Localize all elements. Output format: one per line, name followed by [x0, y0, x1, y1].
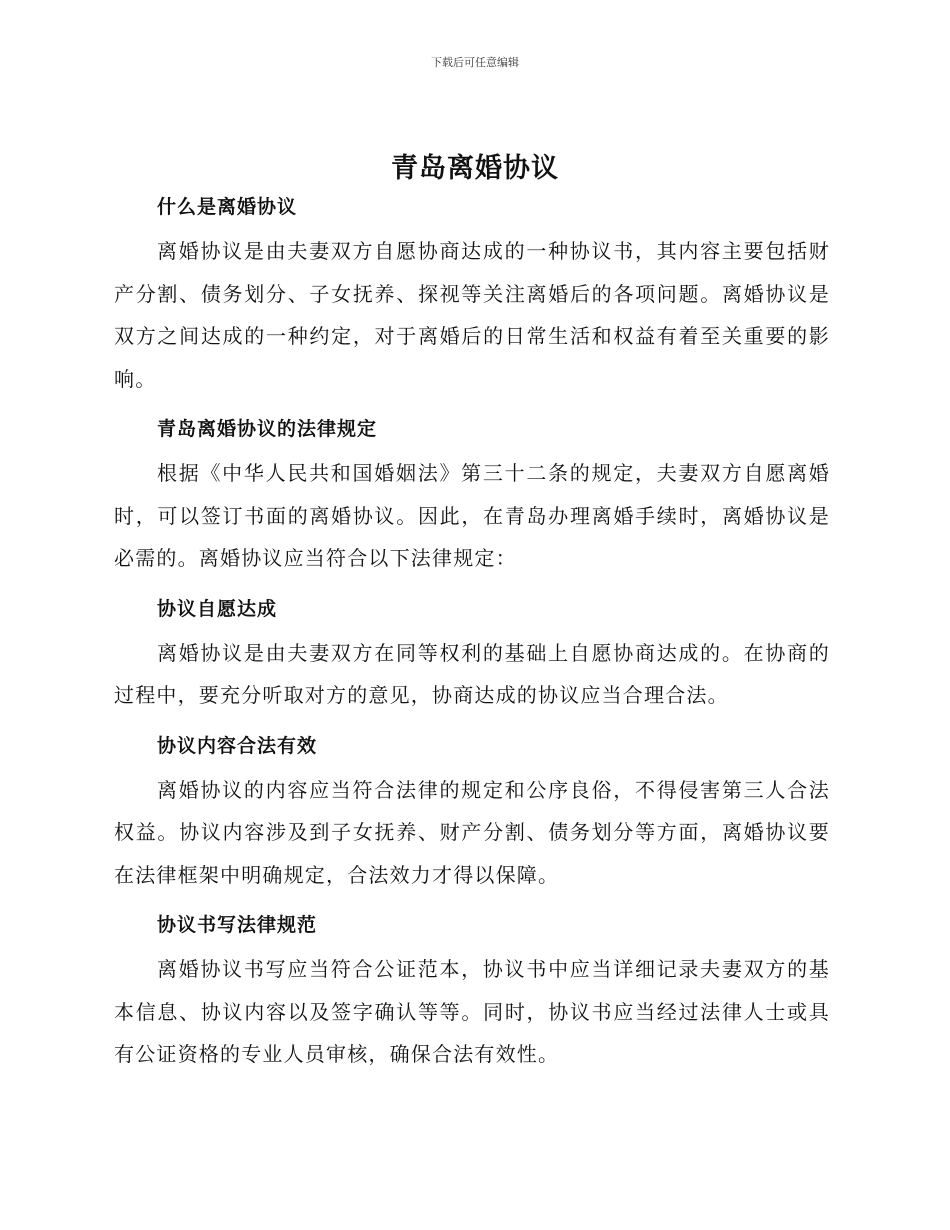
- document-title: 青岛离婚协议: [391, 153, 559, 184]
- section-paragraph: 离婚协议是由夫妻双方自愿协商达成的一种协议书，其内容主要包括财产分割、债务划分、子女抚养、探视等关注离婚后的各项问题。离婚协议是双方之间达成的一种约定，对于离婚后的日常生活和权益有着至关重要的影响。: [114, 239, 830, 391]
- section-paragraph: 离婚协议的内容应当符合法律的规定和公序良俗，不得侵害第三人合法权益。协议内容涉及到子女抚养、财产分割、债务划分等方面，离婚协议要在法律框架中明确规定，合法效力才得以保障。: [114, 777, 830, 887]
- section-voluntary: [114, 590, 830, 717]
- section-content-valid: [114, 727, 830, 897]
- section-heading: 协议自愿达成: [157, 597, 278, 620]
- page-header-note: 下载后可任意编辑: [431, 56, 519, 69]
- section-legal-rules: [114, 410, 830, 580]
- document-body: [114, 188, 830, 1086]
- section-heading: 协议书写法律规范: [157, 914, 318, 936]
- section-writing-norms: [114, 906, 830, 1076]
- section-heading: 什么是离婚协议: [157, 196, 298, 218]
- section-paragraph: 根据《中华人民共和国婚姻法》第三十二条的规定，夫妻双方自愿离婚时，可以签订书面的离婚协议。因此，在青岛办理离婚手续时，离婚协议是必需的。离婚协议应当符合以下法律规定：: [114, 461, 830, 570]
- section-paragraph: 离婚协议书写应当符合公证范本，协议书中应当详细记录夫妻双方的基本信息、协议内容以及签字确认等等。同时，协议书应当经过法律人士或具有公证资格的专业人员审核，确保合法有效性。: [114, 957, 830, 1066]
- section-heading: 青岛离婚协议的法律规定: [157, 418, 378, 440]
- section-what-is: [114, 188, 830, 400]
- section-heading: 协议内容合法有效: [157, 734, 318, 757]
- section-paragraph: 离婚协议是由夫妻双方在同等权利的基础上自愿协商达成的。在协商的过程中，要充分听取对方的意见，协商达成的协议应当合理合法。: [114, 640, 830, 707]
